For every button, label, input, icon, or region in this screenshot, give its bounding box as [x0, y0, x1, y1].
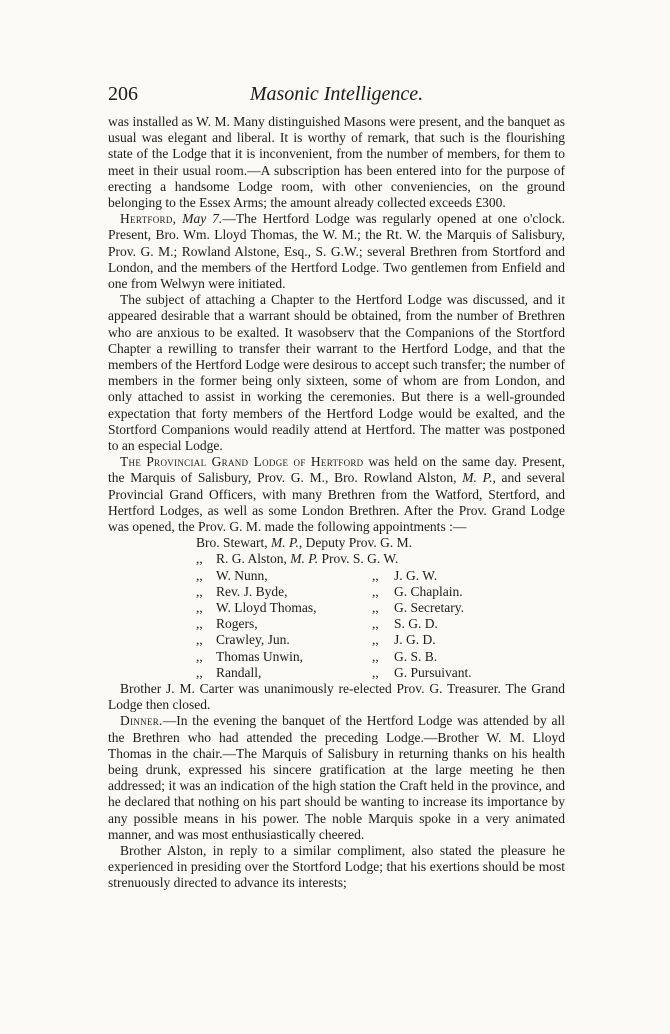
appointment-office: G. S. B.	[394, 648, 438, 664]
appointment-office: J. G. W.	[394, 567, 438, 583]
appointment-italic: M. P.	[290, 551, 319, 567]
appointment-office: Prov. S. G. W.	[318, 551, 399, 567]
paragraph-alston-reply	[108, 843, 565, 892]
paragraph-text: Brother Alston, in reply to a similar compliment, also stated the pleasure he experienced in presiding over the Stortford Lodge; that his exertions should be most strenuously directed to advance its interests;	[108, 843, 565, 891]
running-title: Masonic Intelligence.	[249, 83, 424, 105]
paragraph-text: was installed as W. M. Many distinguished Masons were present, and the banquet as usual was elegant and liberal. It is worthy of remark, that such is the flourishing state of the Lodge that it is inconvenient, from the number of members, for them to meet in their usual room.—A subscription has been entered into for the purpose of erecting a handsome Lodge room, with other conveniencies, on the ground belonging to the Essex Arms; the amount already collected exceeds £300.	[108, 114, 565, 211]
appointment-row	[196, 649, 565, 665]
appointment-row	[196, 551, 565, 567]
appointment-line	[216, 551, 398, 567]
appointment-name: Randall,	[216, 664, 262, 680]
paragraph-text: , and several Provincial Grand Officers, with many Brethren from the Watford, Stertford, and Hertford Lodges, as well as some London Brethren. After the Prov. Grand Lodge was opened, the Prov. G. M. made the following appointments :—	[108, 470, 565, 535]
appointment-row	[196, 665, 565, 681]
appointment-office: J. G. D.	[394, 632, 436, 648]
appointment-office: G. Pursuivant.	[394, 664, 472, 680]
appointment-line	[196, 535, 412, 551]
paragraph-continuation	[108, 114, 565, 211]
appointment-name: Rev. J. Byde,	[216, 583, 288, 599]
ditto-mark: ,,	[372, 583, 379, 599]
appointment-row	[196, 535, 565, 551]
body-text	[108, 114, 565, 892]
paragraph-text: Brother J. M. Carter was unanimously re-elected Prov. G. Treasurer. The Grand Lodge then closed.	[108, 680, 565, 713]
ditto-mark: ,,	[196, 664, 203, 680]
ditto-mark: ,,	[196, 567, 203, 583]
paragraph-text: —In the evening the banquet of the Hertford Lodge was attended by all the Brethren who had attended the preceding Lodge.—Brother W. M. Lloyd Thomas in the chair.—The Marquis of Salisbury in returning thanks on his health being drunk, expressed his sincere gratification at the large meeting he then addressed; it was an indication of the high station the Craft held in the province, and he declared that nothing on his part should be wanting to increase its importance by any possible means in his power. The noble Marquis spoke in a very animated manner, and was most enthusiastically cheered.	[108, 713, 565, 842]
paragraph-text: —The Hertford Lodge was regularly opened at one o'clock. Present, Bro. Wm. Lloyd Thomas, the W. M.; the Rt. W. the Marquis of Salisbury, Prov. G. M.; Rowland Alstone, Esq., S. G.W.; several Brethren from Stortford and London, and the members of the Hertford Lodge. Two gentlemen from Enfield and one from Welwyn were initiated.	[108, 211, 566, 292]
appointment-row	[196, 632, 565, 648]
page-header	[108, 82, 565, 106]
paragraph-italic: M. P.	[462, 470, 493, 486]
ditto-mark: ,,	[196, 616, 203, 632]
appointment-row	[196, 616, 565, 632]
paragraph-lead: The Provincial Grand Lodge of Hertford	[120, 454, 364, 470]
appointment-name: Thomas Unwin,	[216, 648, 303, 664]
ditto-mark: ,,	[372, 632, 379, 648]
paragraph-hertford-lodge	[108, 211, 565, 292]
appointment-italic: M. P.	[271, 535, 299, 551]
page-number: 206	[108, 83, 138, 105]
paragraph-lead: Dinner.	[120, 713, 163, 729]
ditto-mark: ,,	[196, 600, 203, 616]
appointment-name: Crawley, Jun.	[216, 632, 290, 648]
paragraph-treasurer	[108, 681, 565, 713]
appointment-name: Rogers,	[216, 616, 258, 632]
appointment-name: Bro. Stewart,	[196, 535, 271, 551]
appointment-row	[196, 568, 565, 584]
paragraph-date: May 7.	[182, 211, 223, 227]
appointment-row	[196, 600, 565, 616]
appointments-list	[196, 535, 565, 681]
appointment-name: W. Lloyd Thomas,	[216, 600, 317, 616]
ditto-mark: ,,	[372, 616, 379, 632]
appointment-office: G. Secretary.	[394, 600, 464, 616]
ditto-mark: ,,	[372, 567, 379, 583]
appointment-row	[196, 584, 565, 600]
ditto-mark: ,,	[196, 648, 203, 664]
paragraph-text: The subject of attaching a Chapter to the Hertford Lodge was discussed, and it appeared desirable that a warrant should be obtained, from the number of Brethren who are anxious to be exalted. It wasobserv that the Companions of the Stortford Chapter a rewilling to transfer their warrant to the Hertford Lodge, and that the members of the Hertford Lodge were desirous to accept such transfer; the number of members in the former being only sixteen, some of whom are from London, and only attached to assist in working the ceremonies. But there is a well-grounded expectation that forty members of the Hertford Lodge would be exalted, and the Stortford Companions would readily attend at Hertford. The matter was postponed to an especial Lodge.	[108, 292, 565, 454]
appointment-name: R. G. Alston,	[216, 551, 291, 567]
appointment-office: G. Chaplain.	[394, 583, 463, 599]
appointment-office: S. G. D.	[394, 616, 438, 632]
ditto-mark: ,,	[372, 664, 379, 680]
ditto-mark: ,,	[196, 583, 203, 599]
appointment-office: , Deputy Prov. G. M.	[298, 535, 413, 551]
ditto-mark: ,,	[372, 648, 379, 664]
paragraph-lead: Hertford,	[120, 211, 177, 227]
ditto-mark: ,,	[372, 600, 379, 616]
paragraph-dinner	[108, 713, 565, 843]
paragraph-chapter	[108, 292, 565, 454]
appointment-name: W. Nunn,	[216, 567, 268, 583]
ditto-mark: ,,	[196, 551, 203, 567]
paragraph-provincial-grand-lodge	[108, 454, 565, 535]
paragraph-text: was held on the same day. Present, the Marquis of Salisbury, Prov. G. M., Bro. Rowland Alston,	[108, 454, 565, 486]
ditto-mark: ,,	[196, 632, 203, 648]
